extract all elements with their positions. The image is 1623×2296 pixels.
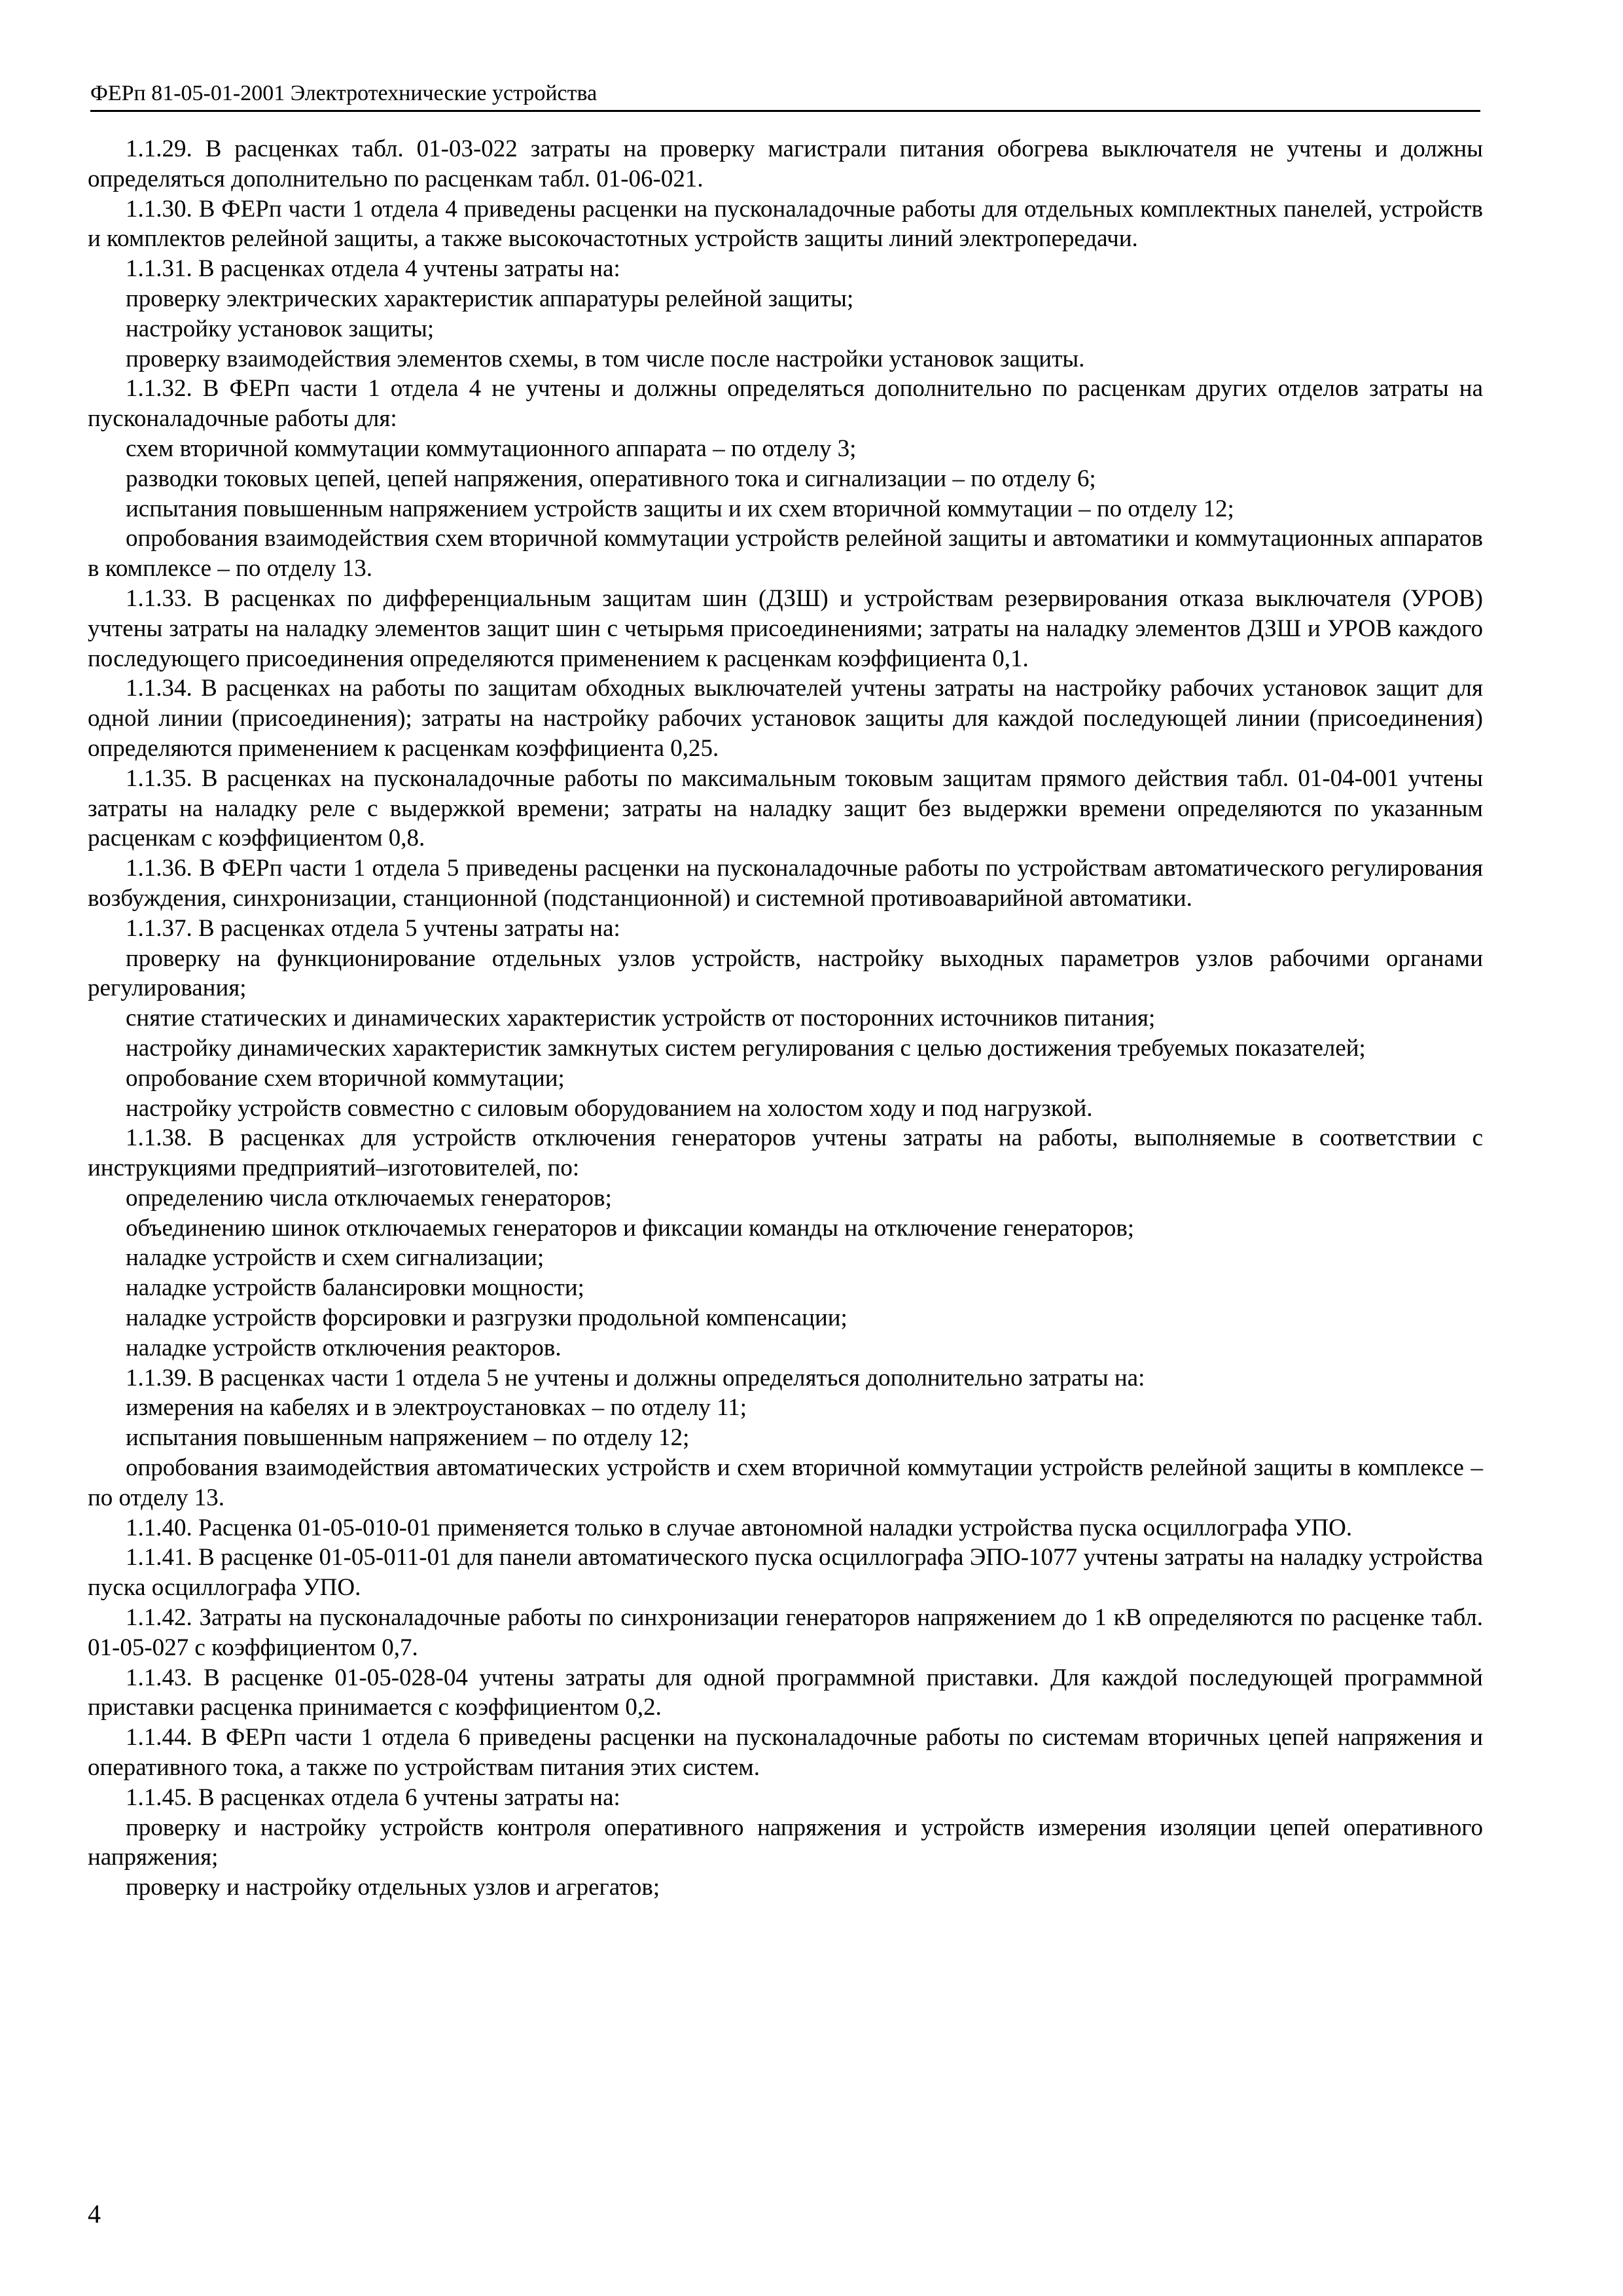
paragraph: снятие статических и динамических характеристик устройств от посторонних источников питания; <box>126 1005 1156 1032</box>
paragraph: 1.1.38. В расценках для устройств отключения генераторов учтены затраты на работы, выполняемые в соответствии с инструкциями предприятий–изготовителей, по: <box>88 1124 1483 1182</box>
paragraph: 1.1.33. В расценках по дифференциальным защитам шин (ДЗШ) и устройствам резервирования отказа выключателя (УРОВ) учтены затраты на наладку элементов защит шин с четырьмя присоединениями; затраты на наладку элементов ДЗШ и УРОВ каждого последующего присоединения определяются применением к расценкам коэффициента 0,1. <box>88 584 1483 672</box>
paragraph: наладке устройств и схем сигнализации; <box>126 1244 544 1272</box>
paragraph: 1.1.31. В расценках отдела 4 учтены затраты на: <box>126 255 620 283</box>
paragraph: определению числа отключаемых генераторов; <box>126 1184 612 1211</box>
paragraph: наладке устройств балансировки мощности; <box>126 1274 584 1302</box>
paragraph: испытания повышенным напряжением устройств защиты и их схем вторичной коммутации – по отделу 12; <box>126 495 1234 522</box>
paragraph: 1.1.45. В расценках отдела 6 учтены затраты на: <box>126 1784 620 1811</box>
paragraph: 1.1.42. Затраты на пусконаладочные работы по синхронизации генераторов напряжением до 1 кВ определяются по расценке табл. 01-05-027 с коэффициентом 0,7. <box>88 1604 1483 1661</box>
paragraph: наладке устройств отключения реакторов. <box>126 1334 562 1361</box>
paragraph: объединению шинок отключаемых генераторов и фиксации команды на отключение генераторов; <box>126 1214 1135 1242</box>
paragraph: опробование схем вторичной коммутации; <box>126 1064 565 1092</box>
paragraph: проверку на функционирование отдельных узлов устройств, настройку выходных параметров узлов рабочими органами регулирования; <box>88 944 1483 1002</box>
paragraph: 1.1.29. В расценках табл. 01-03-022 затраты на проверку магистрали питания обогрева выключателя не учтены и должны определяться дополнительно по расценкам табл. 01-06-021. <box>88 135 1483 192</box>
paragraph: проверку взаимодействия элементов схемы, в том числе после настройки установок защиты. <box>126 345 1085 372</box>
paragraph: 1.1.34. В расценках на работы по защитам обходных выключателей учтены затраты на настройку рабочих установок защит для одной линии (присоединения); затраты на настройку рабочих установок защиты для каждой последующей линии (присоединения) определяются применением к расценкам коэффициента 0,25. <box>88 675 1483 762</box>
paragraph: опробования взаимодействия схем вторичной коммутации устройств релейной защиты и автоматики и коммутационных аппаратов в комплексе – по отделу 13. <box>88 525 1483 583</box>
paragraph: проверку и настройку отдельных узлов и агрегатов; <box>126 1874 660 1901</box>
document-body <box>88 134 1483 1903</box>
paragraph: испытания повышенным напряжением – по отделу 12; <box>126 1424 690 1452</box>
paragraph: 1.1.39. В расценках части 1 отдела 5 не учтены и должны определяться дополнительно затраты на: <box>126 1364 1145 1391</box>
paragraph: проверку и настройку устройств контроля оперативного напряжения и устройств измерения изоляции цепей оперативного напряжения; <box>88 1814 1483 1871</box>
paragraph: 1.1.44. В ФЕРп части 1 отдела 6 приведены расценки на пусконаладочные работы по системам вторичных цепей напряжения и оперативного тока, а также по устройствам питания этих систем. <box>88 1724 1483 1782</box>
paragraph: настройку установок защиты; <box>126 315 435 342</box>
page-number: 4 <box>88 2199 101 2229</box>
header-divider <box>90 110 1480 112</box>
paragraph: 1.1.40. Расценка 01-05-010-01 применяется только в случае автономной наладки устройства пуска осциллографа УПО. <box>126 1514 1353 1541</box>
paragraph: настройку устройств совместно с силовым оборудованием на холостом ходу и под нагрузкой. <box>126 1094 1093 1122</box>
paragraph: настройку динамических характеристик замкнутых систем регулирования с целью достижения требуемых показателей; <box>126 1034 1366 1062</box>
running-header: ФЕРп 81-05-01-2001 Электротехнические устройства <box>90 81 597 105</box>
paragraph: измерения на кабелях и в электроустановках – по отделу 11; <box>126 1394 747 1422</box>
paragraph: 1.1.41. В расценке 01-05-011-01 для панели автоматического пуска осциллографа ЭПО-1077 учтены затраты на наладку устройства пуска осциллографа УПО. <box>88 1544 1483 1602</box>
paragraph: наладке устройств форсировки и разгрузки продольной компенсации; <box>126 1304 847 1332</box>
paragraph: опробования взаимодействия автоматических устройств и схем вторичной коммутации устройств релейной защиты в комплексе – по отделу 13. <box>88 1454 1483 1511</box>
paragraph: разводки токовых цепей, цепей напряжения, оперативного тока и сигнализации – по отделу 6; <box>126 465 1096 492</box>
paragraph: 1.1.37. В расценках отдела 5 учтены затраты на: <box>126 914 620 942</box>
paragraph: 1.1.30. В ФЕРп части 1 отдела 4 приведены расценки на пусконаладочные работы для отдельных комплектных панелей, устройств и комплектов релейной защиты, а также высокочастотных устройств защиты линий электропередачи. <box>88 195 1483 253</box>
paragraph: схем вторичной коммутации коммутационного аппарата – по отделу 3; <box>126 435 857 462</box>
paragraph: 1.1.32. В ФЕРп части 1 отдела 4 не учтены и должны определяться дополнительно по расценкам других отделов затраты на пусконаладочные работы для: <box>88 375 1483 433</box>
paragraph: 1.1.43. В расценке 01-05-028-04 учтены затраты для одной программной приставки. Для каждой последующей программной приставки расценка принимается с коэффициентом 0,2. <box>88 1664 1483 1721</box>
paragraph: 1.1.35. В расценках на пусконаладочные работы по максимальным токовым защитам прямого действия табл. 01-04-001 учтены затраты на наладку реле с выдержкой времени; затраты на наладку защит без выдержки времени определяются по указанным расценкам с коэффициентом 0,8. <box>88 764 1483 852</box>
paragraph: проверку электрических характеристик аппаратуры релейной защиты; <box>126 285 854 312</box>
paragraph: 1.1.36. В ФЕРп части 1 отдела 5 приведены расценки на пусконаладочные работы по устройствам автоматического регулирования возбуждения, синхронизации, станционной (подстанционной) и системной противоаварийной автоматики. <box>88 855 1483 912</box>
